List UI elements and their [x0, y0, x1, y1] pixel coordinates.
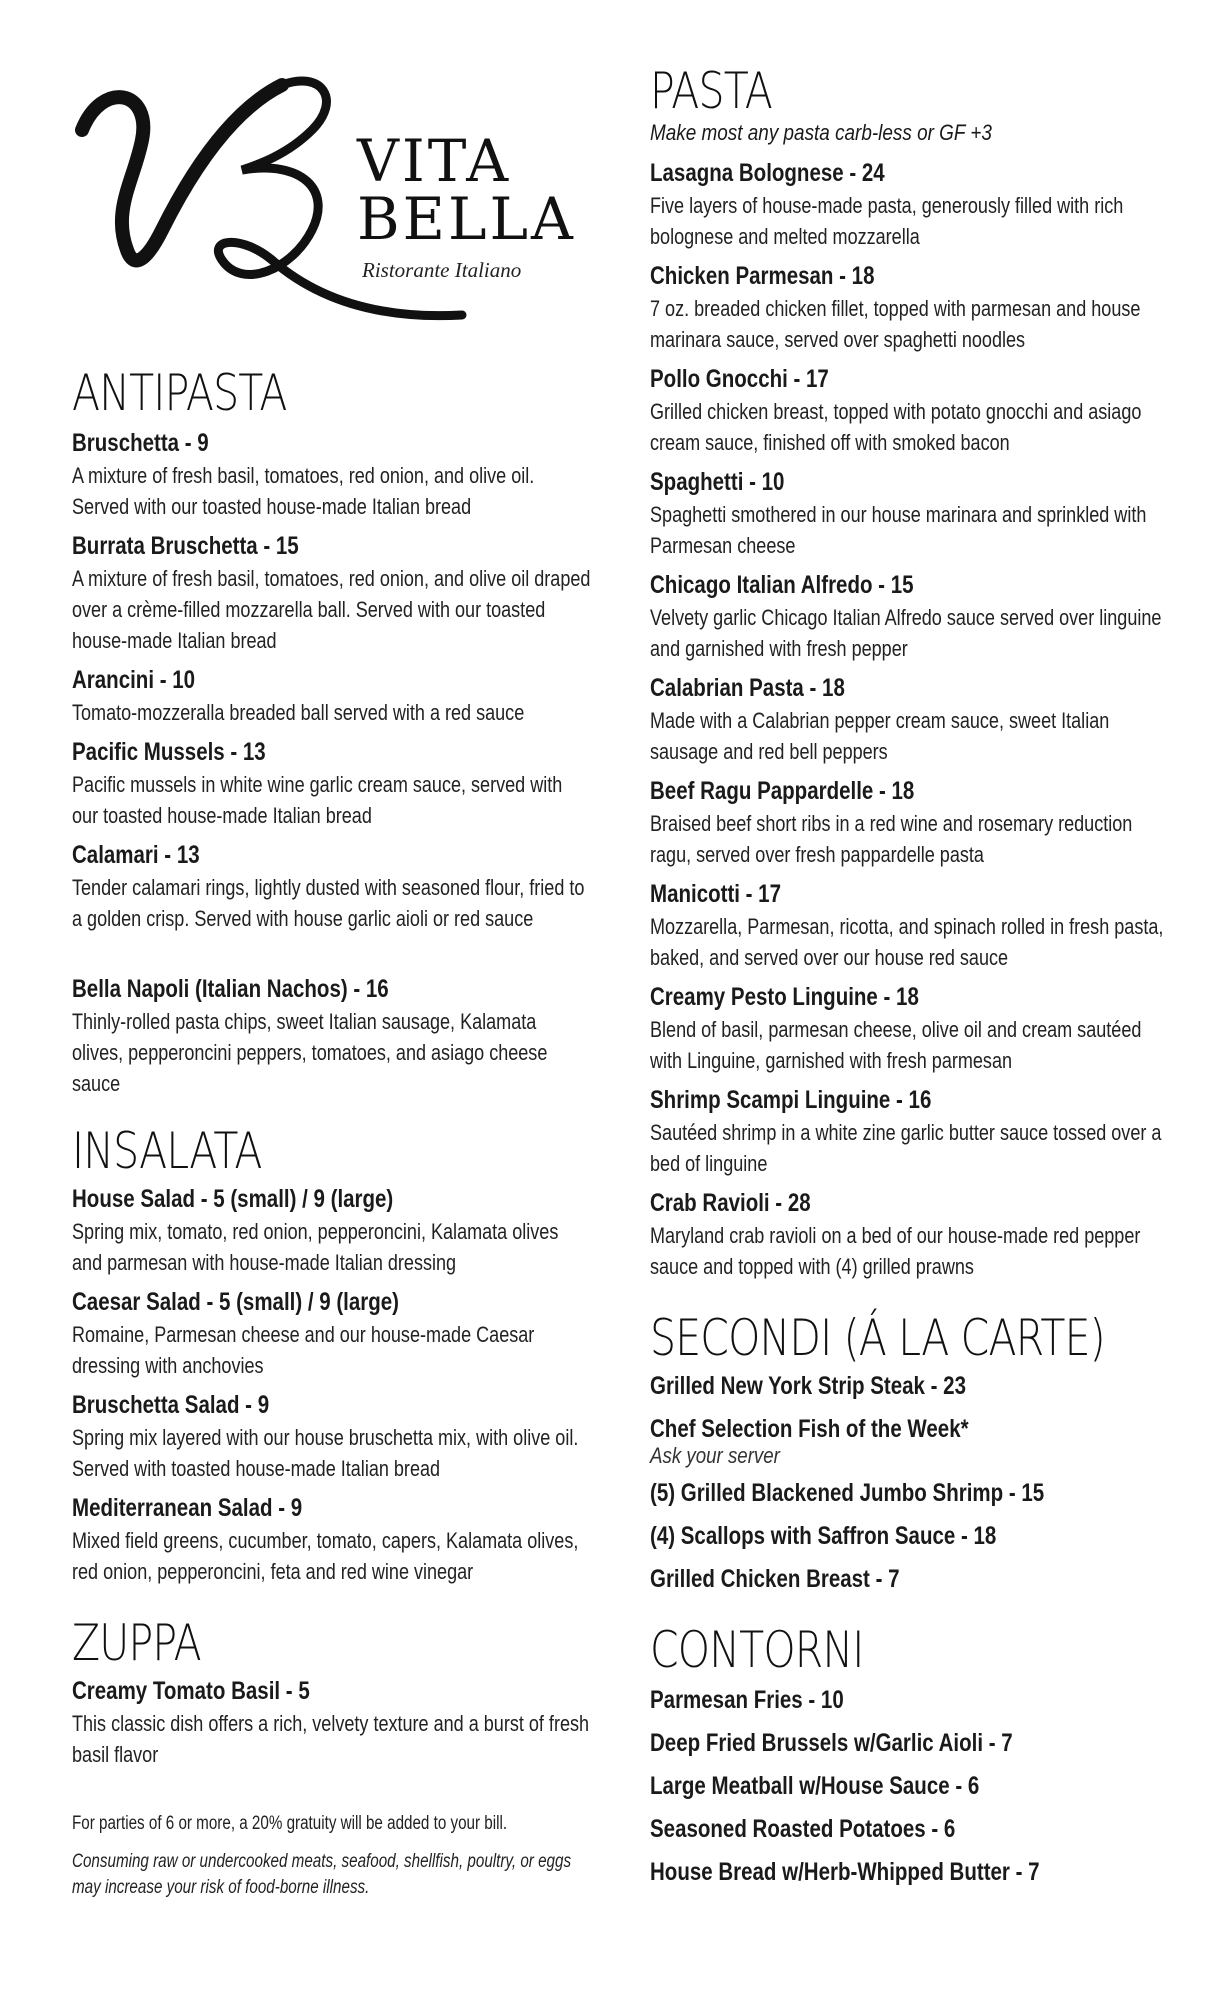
- menu-item: [72, 529, 592, 656]
- item-description: Blend of basil, parmesan cheese, olive oil and cream sautéed with Linguine, garnished with fresh parmesan: [650, 1017, 1142, 1073]
- menu-item: [650, 1083, 1170, 1179]
- item-description: Romaine, Parmesan cheese and our house-made Caesar dressing with anchovies: [72, 1322, 535, 1378]
- contorni-item: Large Meatball w/House Sauce - 6: [650, 1772, 980, 1800]
- secondi-item-note: Ask your server: [650, 1443, 780, 1468]
- item-name: Pollo Gnocchi - 17: [650, 365, 829, 393]
- item-name: Creamy Pesto Linguine - 18: [650, 983, 919, 1011]
- menu-item: [650, 980, 1170, 1076]
- item-name: Arancini - 10: [72, 666, 196, 694]
- food-safety-warning: Consuming raw or undercooked meats, seafood, shellfish, poultry, or eggs may increase your risk of food-borne illness.: [72, 1851, 572, 1898]
- item-name: Lasagna Bolognese - 24: [650, 159, 885, 187]
- item-name: Chicken Parmesan - 18: [650, 262, 875, 290]
- brand-subtitle: Ristorante Italiano: [362, 258, 522, 282]
- menu-item: [650, 877, 1170, 973]
- gratuity-note: For parties of 6 or more, a 20% gratuity will be added to your bill.: [72, 1813, 508, 1834]
- left-column: [72, 364, 592, 1901]
- item-name: Manicotti - 17: [650, 880, 781, 908]
- item-name: Beef Ragu Pappardelle - 18: [650, 777, 915, 805]
- menu-item: [72, 1674, 592, 1770]
- menu-item: [72, 663, 592, 728]
- menu-item: [650, 568, 1170, 664]
- item-description: Tender calamari rings, lightly dusted with seasoned flour, fried to a golden crisp. Served with house garlic aioli or red sauce: [72, 875, 585, 931]
- item-description: Spaghetti smothered in our house marinara and sprinkled with Parmesan cheese: [650, 502, 1147, 558]
- section-title-pasta: PASTA: [650, 62, 772, 120]
- secondi-item: (4) Scallops with Saffron Sauce - 18: [650, 1522, 997, 1550]
- item-name: Crab Ravioli - 28: [650, 1189, 811, 1217]
- item-description: 7 oz. breaded chicken fillet, topped with parmesan and house marinara sauce, served over spaghetti noodles: [650, 296, 1141, 352]
- contorni-item: House Bread w/Herb-Whipped Butter - 7: [650, 1858, 1040, 1886]
- item-description: A mixture of fresh basil, tomatoes, red onion, and olive oil draped over a crème-filled mozzarella ball. Served with our toasted house-made Italian bread: [72, 566, 591, 653]
- item-description: Tomato-mozzeralla breaded ball served with a red sauce: [72, 700, 525, 725]
- item-description: A mixture of fresh basil, tomatoes, red onion, and olive oil. Served with our toasted house-made Italian bread: [72, 463, 535, 519]
- item-name: Bella Napoli (Italian Nachos) - 16: [72, 975, 389, 1003]
- item-name: Shrimp Scampi Linguine - 16: [650, 1086, 932, 1114]
- item-name: Spaghetti - 10: [650, 468, 785, 496]
- menu-item: [650, 1186, 1170, 1282]
- item-description: Spring mix, tomato, red onion, pepperoncini, Kalamata olives and parmesan with house-made Italian dressing: [72, 1219, 559, 1275]
- menu-item: [650, 465, 1170, 561]
- menu-item: [650, 774, 1170, 870]
- menu-item: [72, 838, 592, 965]
- item-name: Bruschetta Salad - 9: [72, 1391, 270, 1419]
- menu-item: [72, 735, 592, 831]
- item-description: This classic dish offers a rich, velvety texture and a burst of fresh basil flavor: [72, 1711, 590, 1767]
- item-description: Braised beef short ribs in a red wine and rosemary reduction ragu, served over fresh pappardelle pasta: [650, 811, 1133, 867]
- secondi-item: (5) Grilled Blackened Jumbo Shrimp - 15: [650, 1479, 1045, 1507]
- item-name: Burrata Bruschetta - 15: [72, 532, 299, 560]
- item-description: Made with a Calabrian pepper cream sauce, sweet Italian sausage and red bell peppers: [650, 708, 1110, 764]
- item-name: Calabrian Pasta - 18: [650, 674, 845, 702]
- brand-line-1: VITA: [357, 127, 512, 195]
- menu-item: [72, 1182, 592, 1278]
- secondi-item: Grilled New York Strip Steak - 23: [650, 1372, 966, 1400]
- item-description: Five layers of house-made pasta, generously filled with rich bolognese and melted mozzarella: [650, 193, 1124, 249]
- item-description: Mixed field greens, cucumber, tomato, capers, Kalamata olives, red onion, pepperoncini, feta and red wine vinegar: [72, 1528, 579, 1584]
- right-column: [650, 62, 1170, 1898]
- menu-item: [72, 426, 592, 522]
- item-name: Chicago Italian Alfredo - 15: [650, 571, 914, 599]
- item-description: Grilled chicken breast, topped with potato gnocchi and asiago cream sauce, finished off with smoked bacon: [650, 399, 1142, 455]
- menu-item: [72, 1491, 592, 1587]
- section-title-secondi: SECONDI (Á LA CARTE): [650, 1309, 1105, 1367]
- contorni-item: Seasoned Roasted Potatoes - 6: [650, 1815, 956, 1843]
- brand-line-2: BELLA: [357, 185, 576, 253]
- item-name: Pacific Mussels - 13: [72, 738, 266, 766]
- item-description: Maryland crab ravioli on a bed of our house-made red pepper sauce and topped with (4) grilled prawns: [650, 1223, 1141, 1279]
- item-name: Bruschetta - 9: [72, 429, 209, 457]
- secondi-item: Chef Selection Fish of the Week*: [650, 1415, 969, 1443]
- menu-item: [650, 362, 1170, 458]
- restaurant-logo: [72, 60, 592, 350]
- item-description: Pacific mussels in white wine garlic cream sauce, served with our toasted house-made Italian bread: [72, 772, 563, 828]
- menu-item: [72, 1285, 592, 1381]
- section-title-insalata: INSALATA: [72, 1122, 262, 1180]
- item-name: Caesar Salad - 5 (small) / 9 (large): [72, 1288, 400, 1316]
- item-name: House Salad - 5 (small) / 9 (large): [72, 1185, 394, 1213]
- menu-item: [650, 259, 1170, 355]
- item-description: Thinly-rolled pasta chips, sweet Italian sausage, Kalamata olives, pepperoncini peppers, tomatoes, and asiago cheese sauce: [72, 1009, 548, 1096]
- pasta-note: Make most any pasta carb-less or GF +3: [650, 120, 992, 145]
- menu-item: [650, 671, 1170, 767]
- item-description: Mozzarella, Parmesan, ricotta, and spinach rolled in fresh pasta, baked, and served over our house red sauce: [650, 914, 1164, 970]
- contorni-item: Parmesan Fries - 10: [650, 1686, 844, 1714]
- contorni-item: Deep Fried Brussels w/Garlic Aioli - 7: [650, 1729, 1013, 1757]
- section-title-zuppa: ZUPPA: [72, 1614, 201, 1672]
- item-description: Spring mix layered with our house bruschetta mix, with olive oil. Served with toasted house-made Italian bread: [72, 1425, 579, 1481]
- secondi-item: Grilled Chicken Breast - 7: [650, 1565, 900, 1593]
- menu-item: [72, 1388, 592, 1484]
- menu-item: [650, 156, 1170, 252]
- item-name: Mediterranean Salad - 9: [72, 1494, 303, 1522]
- item-description: Velvety garlic Chicago Italian Alfredo sauce served over linguine and garnished with fresh pepper: [650, 605, 1162, 661]
- section-title-contorni: CONTORNI: [650, 1621, 864, 1679]
- section-title-antipasta: ANTIPASTA: [72, 364, 287, 422]
- item-description: Sautéed shrimp in a white zine garlic butter sauce tossed over a bed of linguine: [650, 1120, 1162, 1176]
- item-name: Creamy Tomato Basil - 5: [72, 1677, 310, 1705]
- item-name: Calamari - 13: [72, 841, 200, 869]
- menu-item: [72, 972, 592, 1099]
